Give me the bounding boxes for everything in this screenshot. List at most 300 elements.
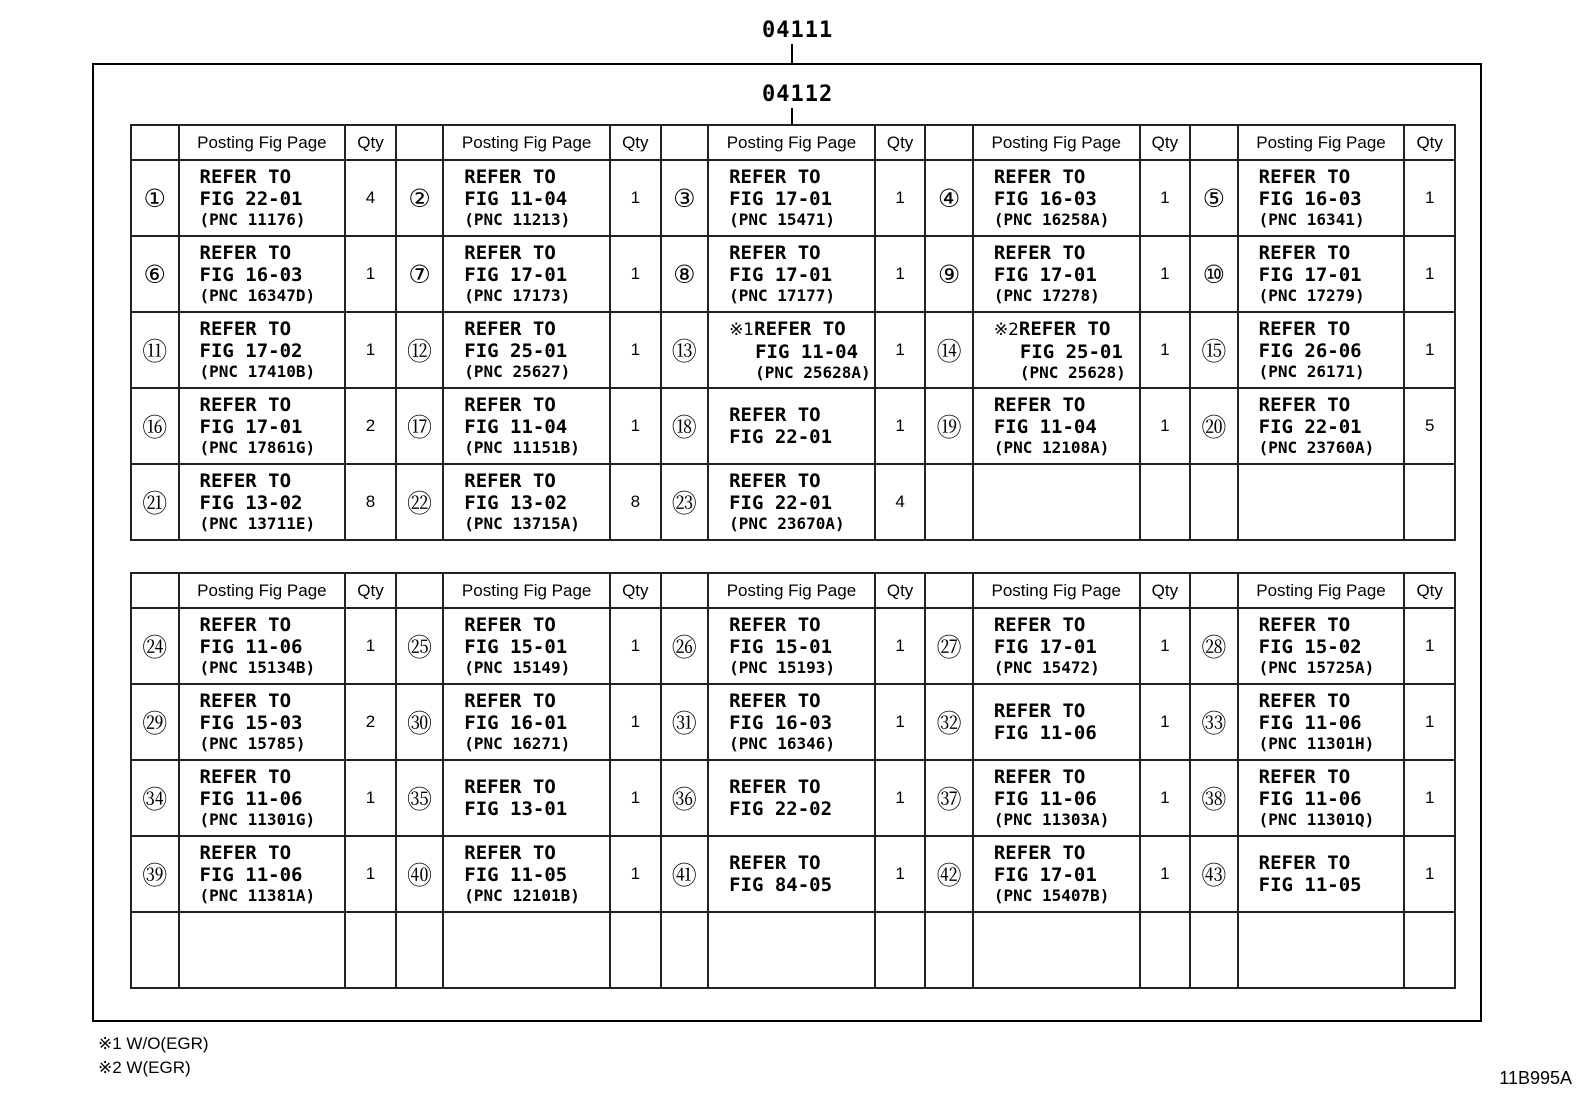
reference-cell	[973, 608, 1140, 684]
pnc-reference: (PNC 23670A)	[729, 514, 845, 533]
fig-reference: FIG 13-02	[464, 492, 568, 514]
quantity: 1	[875, 684, 926, 760]
header-qty: Qty	[875, 573, 926, 608]
reference-cell	[1238, 760, 1405, 836]
refer-text: REFER TO	[464, 394, 556, 416]
item-number: ㊴	[131, 836, 179, 912]
footnote-1: ※1 W/O(EGR)	[98, 1034, 209, 1053]
reference-cell	[973, 912, 1140, 988]
pnc-reference: (PNC 15134B)	[199, 658, 316, 677]
reference-cell	[708, 836, 875, 912]
reference-cell	[443, 312, 610, 388]
quantity: 1	[1140, 312, 1191, 388]
refer-text-label: REFER TO	[754, 317, 846, 340]
reference-cell	[708, 160, 875, 236]
quantity	[1404, 464, 1455, 540]
quantity: 1	[1404, 608, 1455, 684]
item-number: ⑫	[396, 312, 444, 388]
reference-cell	[973, 312, 1140, 388]
item-number: ④	[925, 160, 973, 236]
quantity: 1	[610, 236, 661, 312]
refer-text-label: REFER TO	[1018, 317, 1111, 340]
refer-text: REFER TO	[464, 242, 556, 264]
reference-cell	[1238, 160, 1405, 236]
pnc-reference: (PNC 11301G)	[199, 810, 316, 829]
item-number: ⑧	[661, 236, 709, 312]
reference-cell	[179, 608, 346, 684]
item-number: ㉚	[396, 684, 444, 760]
quantity	[610, 912, 661, 988]
fig-reference: FIG 11-06	[199, 788, 303, 810]
reference-cell	[1238, 236, 1405, 312]
refer-text: REFER TO	[199, 166, 292, 188]
reference-cell	[179, 760, 346, 836]
refer-text: REFER TO	[1258, 852, 1351, 874]
fig-reference: FIG 11-04	[464, 188, 568, 210]
refer-text: REFER TO	[199, 318, 292, 340]
item-number	[1190, 464, 1238, 540]
header-qty: Qty	[345, 125, 396, 160]
table-row	[131, 464, 1455, 540]
refer-text: REFER TO	[993, 394, 1086, 416]
refer-text: REFER TO	[993, 766, 1086, 788]
quantity: 1	[1140, 236, 1191, 312]
condition-mark: ※1	[729, 319, 755, 340]
reference-cell	[708, 608, 875, 684]
reference-cell	[179, 836, 346, 912]
fig-reference: FIG 17-01	[993, 636, 1097, 658]
reference-cell	[443, 160, 610, 236]
pnc-reference: (PNC 17278)	[993, 286, 1100, 305]
fig-reference: FIG 17-01	[729, 188, 833, 210]
fig-reference: FIG 15-02	[1258, 636, 1362, 658]
fig-reference: FIG 17-01	[1258, 264, 1362, 286]
header-posting: Posting Fig Page	[973, 573, 1140, 608]
quantity: 1	[1404, 684, 1455, 760]
fig-reference: FIG 17-01	[199, 416, 303, 438]
item-number: ㉓	[661, 464, 709, 540]
item-number: ⑰	[396, 388, 444, 464]
item-number: ㉝	[1190, 684, 1238, 760]
reference-cell	[708, 312, 875, 388]
pnc-reference: (PNC 25627)	[464, 362, 571, 381]
pnc-reference: (PNC 17177)	[729, 286, 836, 305]
pnc-reference: (PNC 17410B)	[199, 362, 316, 381]
item-number: ㊱	[661, 760, 709, 836]
quantity: 1	[345, 760, 396, 836]
item-number: ⑭	[925, 312, 973, 388]
quantity: 1	[1404, 836, 1455, 912]
refer-text: REFER TO	[199, 394, 292, 416]
item-number: ⑦	[396, 236, 444, 312]
reference-cell	[443, 608, 610, 684]
table-row	[131, 388, 1455, 464]
item-number: ㉔	[131, 608, 179, 684]
item-number: ㊵	[396, 836, 444, 912]
quantity: 1	[610, 684, 661, 760]
fig-reference: FIG 16-03	[199, 264, 303, 286]
refer-text	[729, 318, 874, 341]
header-qty: Qty	[1140, 573, 1191, 608]
refer-text: REFER TO	[464, 690, 556, 712]
quantity	[1404, 912, 1455, 988]
refer-text: REFER TO	[729, 776, 821, 798]
quantity	[1140, 912, 1191, 988]
fig-reference: FIG 15-01	[729, 636, 833, 658]
reference-cell	[973, 160, 1140, 236]
header-posting: Posting Fig Page	[973, 125, 1140, 160]
refer-text: REFER TO	[729, 470, 821, 492]
reference-cell	[179, 464, 346, 540]
fig-reference: FIG 17-01	[464, 264, 568, 286]
table-row	[131, 836, 1455, 912]
fig-reference: FIG 16-03	[993, 188, 1097, 210]
footnote-2: ※2 W(EGR)	[98, 1058, 191, 1077]
header-row	[131, 573, 1455, 608]
item-number: ③	[661, 160, 709, 236]
reference-cell	[1238, 912, 1405, 988]
reference-cell	[179, 160, 346, 236]
reference-cell	[443, 836, 610, 912]
item-number: ㊷	[925, 836, 973, 912]
refer-text: REFER TO	[1258, 394, 1351, 416]
item-number: ㊳	[1190, 760, 1238, 836]
reference-cell	[973, 388, 1140, 464]
item-number: ㉞	[131, 760, 179, 836]
refer-text: REFER TO	[199, 766, 292, 788]
item-number: ⑱	[661, 388, 709, 464]
header-posting: Posting Fig Page	[179, 125, 346, 160]
pnc-reference: (PNC 17861G)	[199, 438, 316, 457]
reference-cell	[443, 388, 610, 464]
refer-text: REFER TO	[464, 842, 556, 864]
refer-text: REFER TO	[199, 842, 292, 864]
pnc-reference: (PNC 15149)	[464, 658, 571, 677]
reference-cell	[973, 236, 1140, 312]
pnc-reference: (PNC 16346)	[729, 734, 836, 753]
header-qty: Qty	[610, 573, 661, 608]
header-posting: Posting Fig Page	[708, 573, 875, 608]
header-posting: Posting Fig Page	[1238, 573, 1405, 608]
quantity: 1	[1140, 160, 1191, 236]
item-number: ⑪	[131, 312, 179, 388]
quantity: 2	[345, 388, 396, 464]
item-number: ⑲	[925, 388, 973, 464]
quantity: 1	[345, 236, 396, 312]
header-qty: Qty	[1404, 125, 1455, 160]
refer-text: REFER TO	[199, 470, 292, 492]
fig-reference: FIG 16-01	[464, 712, 568, 734]
reference-cell	[179, 388, 346, 464]
fig-reference: FIG 17-02	[199, 340, 303, 362]
quantity: 1	[345, 836, 396, 912]
quantity: 1	[1404, 160, 1455, 236]
fig-reference: FIG 16-03	[1258, 188, 1362, 210]
item-number: ②	[396, 160, 444, 236]
table-row	[131, 312, 1455, 388]
header-num-cell	[925, 573, 973, 608]
condition-mark: ※2	[993, 319, 1019, 340]
pnc-reference: (PNC 16271)	[464, 734, 571, 753]
parts-table-2	[130, 572, 1456, 989]
header-num-cell	[396, 125, 444, 160]
header-num-cell	[925, 125, 973, 160]
pnc-reference: (PNC 16347D)	[199, 286, 316, 305]
quantity: 8	[610, 464, 661, 540]
table-row	[131, 912, 1455, 988]
fig-reference: FIG 11-05	[464, 864, 568, 886]
item-number	[131, 912, 179, 988]
fig-reference: FIG 13-02	[199, 492, 303, 514]
item-number: ㉖	[661, 608, 709, 684]
refer-text: REFER TO	[1258, 242, 1351, 264]
item-number: ⑳	[1190, 388, 1238, 464]
refer-text: REFER TO	[993, 242, 1086, 264]
reference-cell	[443, 236, 610, 312]
fig-reference: FIG 11-06	[993, 788, 1097, 810]
fig-reference: FIG 22-01	[199, 188, 303, 210]
item-number	[925, 464, 973, 540]
quantity: 1	[875, 312, 926, 388]
refer-text: REFER TO	[464, 470, 556, 492]
fig-reference: FIG 25-01	[1019, 340, 1123, 363]
reference-cell	[708, 236, 875, 312]
reference-cell	[179, 912, 346, 988]
header-posting: Posting Fig Page	[443, 573, 610, 608]
quantity: 2	[345, 684, 396, 760]
table-row	[131, 236, 1455, 312]
item-number	[925, 912, 973, 988]
quantity: 4	[875, 464, 926, 540]
item-number: ⑩	[1190, 236, 1238, 312]
header-num-cell	[661, 573, 709, 608]
item-number: ⑨	[925, 236, 973, 312]
table-row	[131, 160, 1455, 236]
refer-text: REFER TO	[464, 776, 556, 798]
fig-reference: FIG 13-01	[464, 798, 568, 820]
refer-text: REFER TO	[199, 242, 292, 264]
fig-reference: FIG 11-06	[199, 636, 303, 658]
pnc-reference: (PNC 15472)	[993, 658, 1100, 677]
refer-text: REFER TO	[1258, 614, 1351, 636]
pnc-reference: (PNC 23760A)	[1258, 438, 1375, 457]
pnc-reference: (PNC 16341)	[1258, 210, 1365, 229]
pnc-reference: (PNC 12108A)	[993, 438, 1110, 457]
table-row	[131, 684, 1455, 760]
item-number: ㊲	[925, 760, 973, 836]
pnc-reference: (PNC 16258A)	[993, 210, 1110, 229]
refer-text: REFER TO	[1258, 690, 1351, 712]
refer-text: REFER TO	[729, 614, 821, 636]
fig-reference: FIG 15-03	[199, 712, 303, 734]
header-qty: Qty	[610, 125, 661, 160]
header-num-cell	[661, 125, 709, 160]
quantity: 1	[610, 836, 661, 912]
fig-reference: FIG 17-01	[993, 264, 1097, 286]
pnc-reference: (PNC 25628A)	[755, 362, 871, 382]
item-number: ①	[131, 160, 179, 236]
table-row	[131, 760, 1455, 836]
item-number: ㉛	[661, 684, 709, 760]
header-posting: Posting Fig Page	[1238, 125, 1405, 160]
quantity: 1	[1404, 312, 1455, 388]
pnc-reference: (PNC 17279)	[1258, 286, 1365, 305]
reference-cell	[443, 760, 610, 836]
item-number: ⑯	[131, 388, 179, 464]
quantity: 8	[345, 464, 396, 540]
quantity: 1	[875, 160, 926, 236]
header-posting: Posting Fig Page	[179, 573, 346, 608]
pnc-reference: (PNC 15785)	[199, 734, 306, 753]
quantity: 1	[610, 312, 661, 388]
refer-text: REFER TO	[464, 318, 556, 340]
fig-reference: FIG 11-04	[755, 340, 859, 363]
reference-cell	[708, 464, 875, 540]
header-qty: Qty	[875, 125, 926, 160]
refer-text: REFER TO	[199, 690, 292, 712]
fig-reference: FIG 16-03	[729, 712, 833, 734]
item-number: ㉜	[925, 684, 973, 760]
fig-reference: FIG 11-06	[199, 864, 303, 886]
refer-text: REFER TO	[993, 166, 1086, 188]
quantity: 4	[345, 160, 396, 236]
quantity: 1	[875, 760, 926, 836]
pnc-reference: (PNC 25628)	[1019, 362, 1126, 382]
pnc-reference: (PNC 15193)	[729, 658, 836, 677]
fig-reference: FIG 84-05	[729, 874, 833, 896]
item-number: ㉙	[131, 684, 179, 760]
reference-cell	[179, 684, 346, 760]
fig-reference: FIG 11-06	[1258, 788, 1362, 810]
quantity: 1	[610, 608, 661, 684]
reference-cell	[973, 684, 1140, 760]
quantity: 1	[345, 608, 396, 684]
item-number: ㉟	[396, 760, 444, 836]
quantity: 1	[875, 836, 926, 912]
assembly-code-outer: 04111	[762, 18, 834, 43]
header-num-cell	[1190, 125, 1238, 160]
reference-cell	[708, 684, 875, 760]
fig-reference: FIG 11-06	[1258, 712, 1362, 734]
reference-cell	[179, 312, 346, 388]
fig-reference: FIG 22-01	[729, 426, 833, 448]
header-num-cell	[131, 125, 179, 160]
reference-cell	[1238, 464, 1405, 540]
assembly-code-inner: 04112	[762, 82, 834, 107]
pnc-reference: (PNC 11303A)	[993, 810, 1110, 829]
pnc-reference: (PNC 15725A)	[1258, 658, 1375, 677]
reference-cell	[443, 912, 610, 988]
table-row	[131, 608, 1455, 684]
item-number	[661, 912, 709, 988]
reference-cell	[973, 836, 1140, 912]
pnc-reference: (PNC 11381A)	[199, 886, 316, 905]
item-number: ⑮	[1190, 312, 1238, 388]
header-posting: Posting Fig Page	[443, 125, 610, 160]
fig-reference: FIG 26-06	[1258, 340, 1362, 362]
fig-reference: FIG 17-01	[993, 864, 1097, 886]
item-number: ㊸	[1190, 836, 1238, 912]
item-number: ⑤	[1190, 160, 1238, 236]
refer-text: REFER TO	[993, 842, 1086, 864]
refer-text: REFER TO	[1258, 166, 1351, 188]
refer-text	[994, 318, 1139, 341]
quantity	[1140, 464, 1191, 540]
quantity: 1	[610, 388, 661, 464]
reference-cell	[1238, 312, 1405, 388]
item-number: ㊶	[661, 836, 709, 912]
pnc-reference: (PNC 11176)	[199, 210, 306, 229]
refer-text: REFER TO	[729, 404, 821, 426]
pnc-reference: (PNC 15407B)	[993, 886, 1110, 905]
item-number	[396, 912, 444, 988]
quantity: 1	[1140, 608, 1191, 684]
fig-reference: FIG 11-04	[464, 416, 568, 438]
header-num-cell	[396, 573, 444, 608]
refer-text: REFER TO	[729, 242, 821, 264]
header-qty: Qty	[1404, 573, 1455, 608]
header-posting: Posting Fig Page	[708, 125, 875, 160]
reference-cell	[1238, 388, 1405, 464]
refer-text: REFER TO	[729, 166, 821, 188]
reference-cell	[708, 760, 875, 836]
pnc-reference: (PNC 11213)	[464, 210, 571, 229]
refer-text: REFER TO	[464, 614, 556, 636]
quantity: 1	[1140, 684, 1191, 760]
quantity: 1	[875, 608, 926, 684]
fig-reference: FIG 11-06	[993, 722, 1097, 744]
fig-reference: FIG 11-04	[993, 416, 1097, 438]
item-number	[1190, 912, 1238, 988]
quantity	[875, 912, 926, 988]
pnc-reference: (PNC 26171)	[1258, 362, 1365, 381]
item-number: ⑥	[131, 236, 179, 312]
fig-reference: FIG 22-02	[729, 798, 833, 820]
reference-cell	[708, 912, 875, 988]
fig-reference: FIG 22-01	[1258, 416, 1362, 438]
quantity: 1	[345, 312, 396, 388]
pnc-reference: (PNC 11301H)	[1258, 734, 1375, 753]
parts-table-1	[130, 124, 1456, 541]
pnc-reference: (PNC 11151B)	[464, 438, 580, 457]
reference-cell	[1238, 684, 1405, 760]
leader-line-inner	[791, 108, 793, 124]
quantity: 1	[610, 760, 661, 836]
header-qty: Qty	[345, 573, 396, 608]
item-number: ㉕	[396, 608, 444, 684]
refer-text: REFER TO	[993, 614, 1086, 636]
header-num-cell	[1190, 573, 1238, 608]
fig-reference: FIG 15-01	[464, 636, 568, 658]
quantity: 1	[1140, 760, 1191, 836]
pnc-reference: (PNC 13715A)	[464, 514, 580, 533]
quantity: 5	[1404, 388, 1455, 464]
quantity: 1	[875, 388, 926, 464]
item-number: ⑬	[661, 312, 709, 388]
leader-line-outer	[791, 44, 793, 63]
reference-cell	[179, 236, 346, 312]
refer-text: REFER TO	[464, 166, 556, 188]
fig-reference: FIG 25-01	[464, 340, 568, 362]
pnc-reference: (PNC 12101B)	[464, 886, 580, 905]
fig-reference: FIG 17-01	[729, 264, 833, 286]
header-row	[131, 125, 1455, 160]
item-number: ㉗	[925, 608, 973, 684]
quantity: 1	[1404, 760, 1455, 836]
quantity: 1	[1140, 836, 1191, 912]
figure-id: 11B995A	[1499, 1068, 1572, 1088]
pnc-reference: (PNC 15471)	[729, 210, 836, 229]
